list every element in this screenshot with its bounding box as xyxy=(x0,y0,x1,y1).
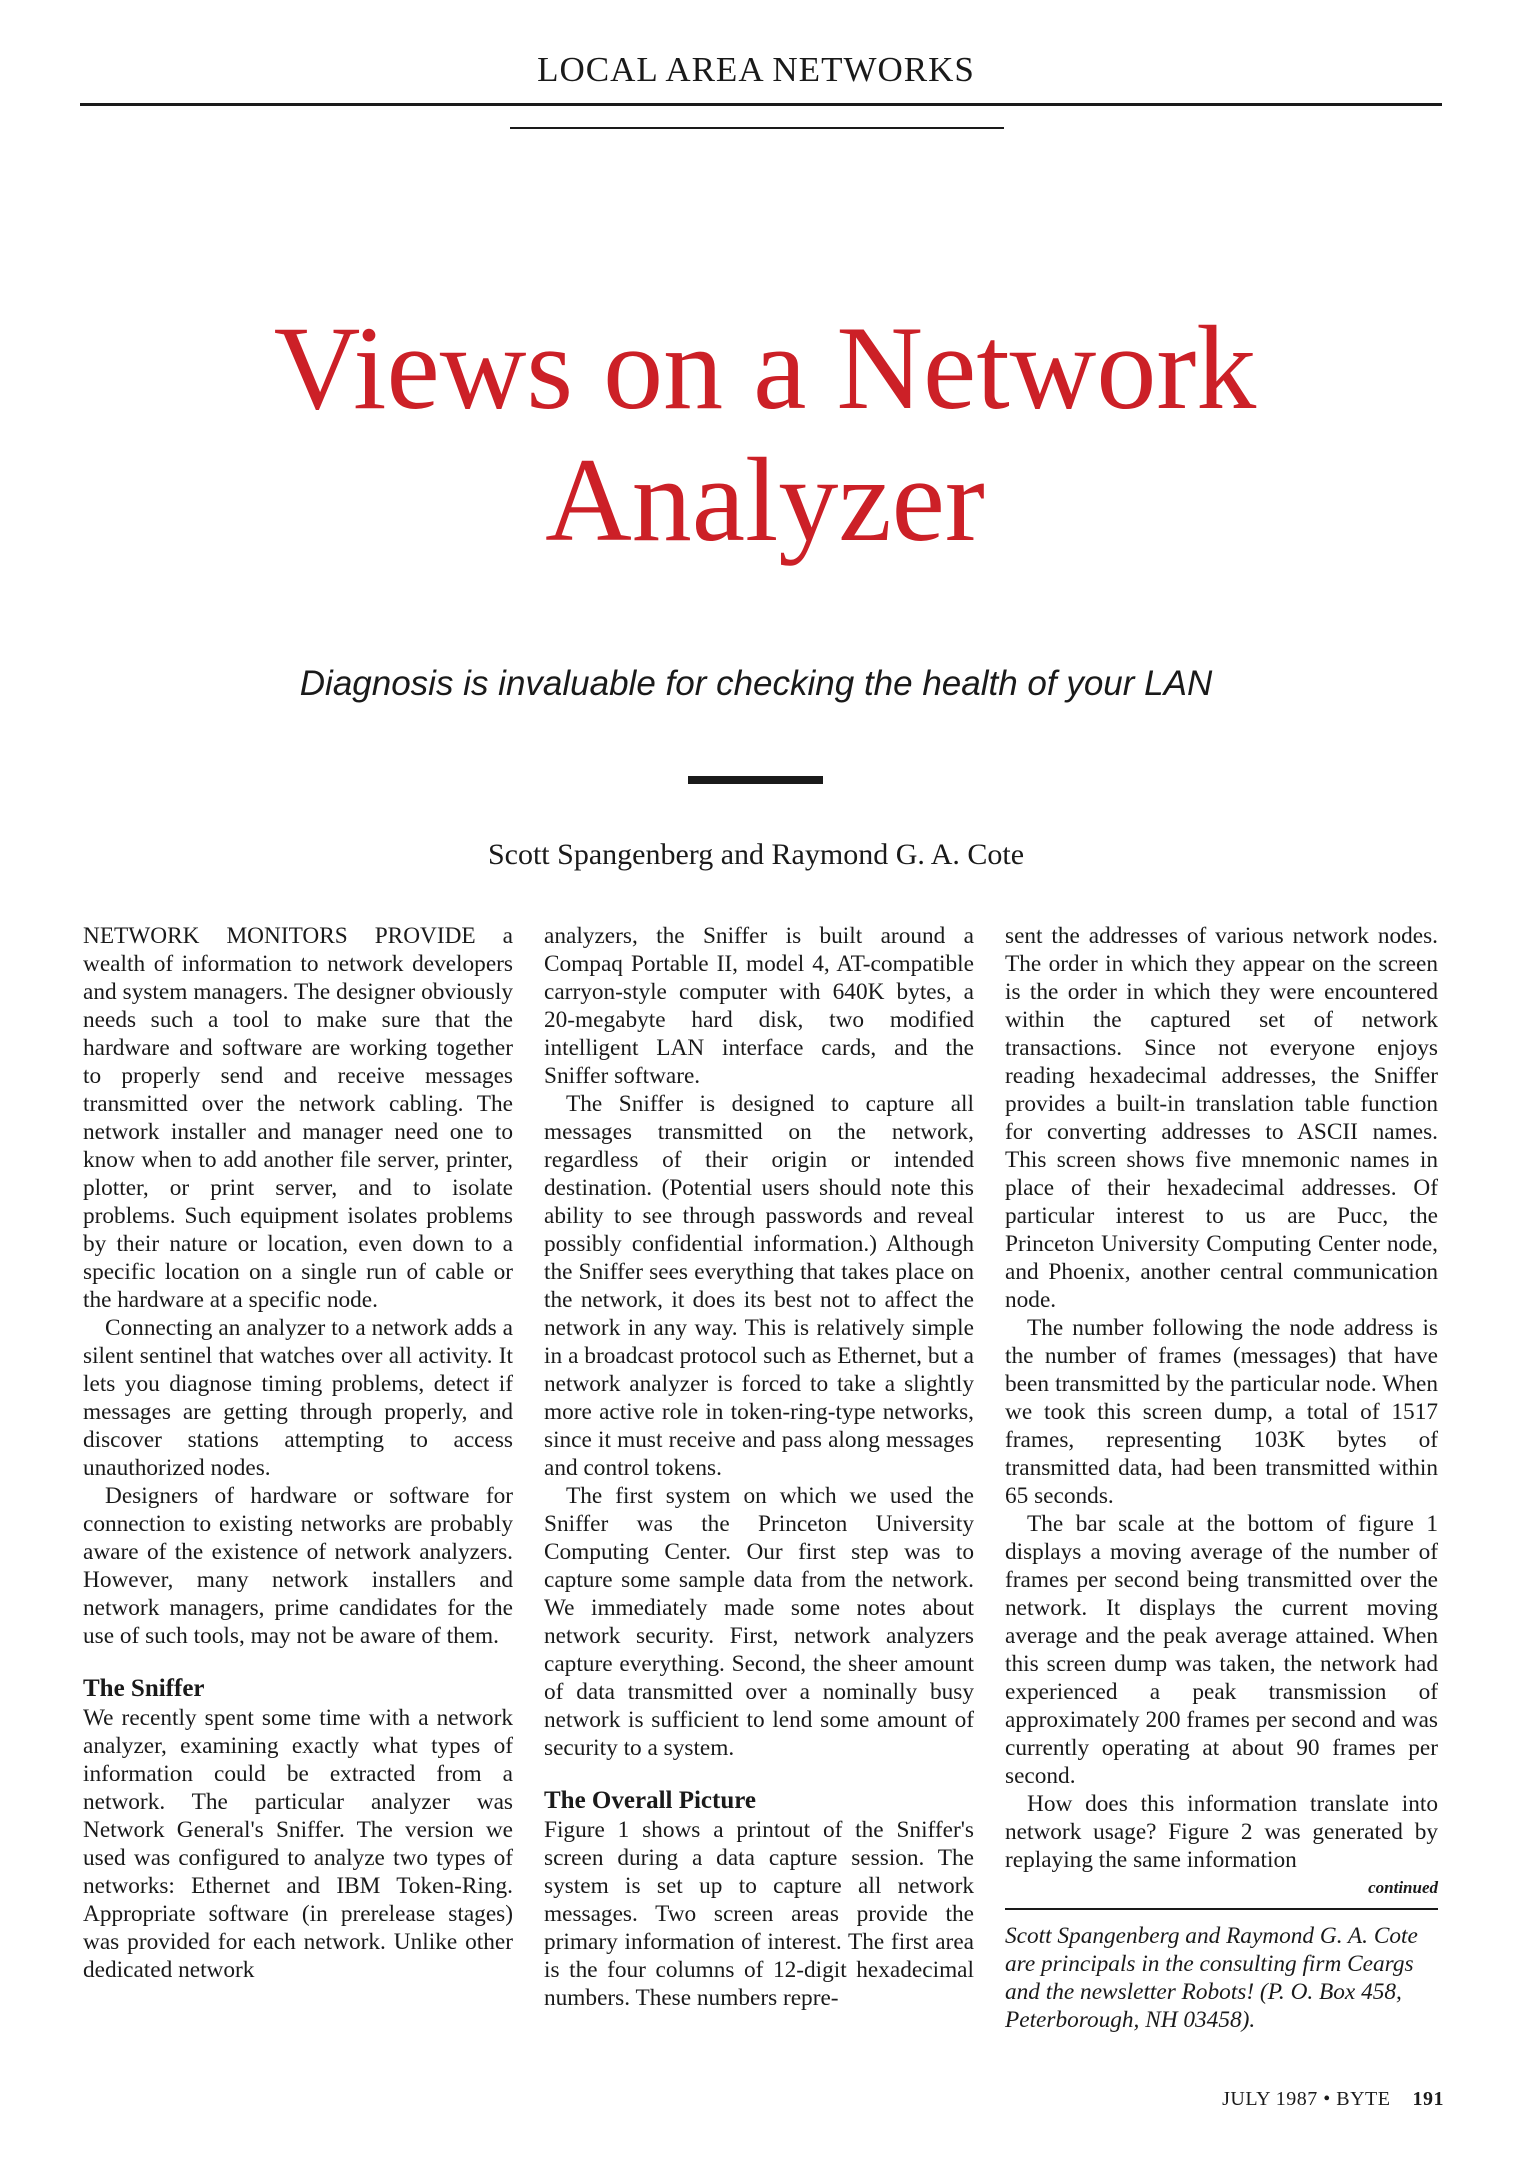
title-divider-bar xyxy=(688,776,823,784)
section-header: LOCAL AREA NETWORKS xyxy=(537,50,975,89)
article-title xyxy=(0,302,1530,566)
article-title-line1: Views on a Network xyxy=(273,301,1257,434)
paragraph: The Sniffer is designed to capture all messages transmitted on the network, regardless of their origin or intended destination. (Potential users should note this ability to see through passwords and reveal possibly confidential information.) Although the Sniffer sees everything that takes place on the network, it does its best not to affect the network in any way. This is relatively simple in a broadcast protocol such as Ethernet, but a network analyzer is forced to take a slightly more active role in token-ring-type networks, since it must receive and pass along messages and control tokens. xyxy=(544,1091,974,1481)
header-rule xyxy=(80,103,1442,106)
body-column-2 xyxy=(544,922,974,2012)
article-subtitle: Diagnosis is invaluable for checking the health of your LAN xyxy=(299,664,1213,703)
section-heading-sniffer: The Sniffer xyxy=(83,1675,205,1702)
continued-label: continued xyxy=(1368,1878,1438,1897)
paragraph: We recently spent some time with a network analyzer, examining exactly what types of information could be extracted from a network. The particular analyzer was Network General's Sniffer. The version we used was configured to analyze two types of networks: Ethernet and IBM Token-Ring. Appropriate software (in prerelease stages) was provided for each network. Unlike other dedicated network xyxy=(83,1705,513,1983)
paragraph: analyzers, the Sniffer is built around a Compaq Portable II, model 4, AT-compatible carryon-style computer with 640K bytes, a 20-megabyte hard disk, two modified intelligent LAN interface cards, and the Sniffer software. xyxy=(544,923,974,1089)
body-column-1 xyxy=(83,922,513,1984)
paragraph: How does this information translate into network usage? Figure 2 was generated by replaying the same information xyxy=(1005,1791,1438,1873)
page-number: 191 xyxy=(1412,2088,1444,2110)
paragraph: The first system on which we used the Sniffer was the Princeton University Computing Center. Our first step was to capture some sample data from the network. We immediately made some notes about network security. First, network analyzers capture everything. Second, the sheer amount of data transmitted over a nominally busy network is sufficient to lend some amount of security to a system. xyxy=(544,1483,974,1761)
paragraph: Figure 1 shows a printout of the Sniffer's screen during a data capture session. The system is set up to capture all network messages. Two screen areas provide the primary information of interest. The first area is the four columns of 12-digit hexadecimal numbers. These numbers repre- xyxy=(544,1817,974,2011)
article-title-line2: Analyzer xyxy=(545,433,985,566)
paragraph: The bar scale at the bottom of figure 1 displays a moving average of the number of frames per second being transmitted over the network. It displays the current moving average and the peak average attained. When this screen dump was taken, the network had experienced a peak transmission of approximately 200 frames per second and was currently operating at about 90 frames per second. xyxy=(1005,1511,1438,1789)
body-column-3 xyxy=(1005,922,1438,2034)
bio-rule xyxy=(1005,1908,1438,1910)
footer-issue: JULY 1987 • BYTE xyxy=(1222,2088,1391,2110)
page-footer xyxy=(1222,2088,1444,2111)
paragraph: Connecting an analyzer to a network adds a silent sentinel that watches over all activity. It lets you diagnose timing problems, detect if messages are getting through properly, and discover stations attempting to access unauthorized nodes. xyxy=(83,1315,513,1481)
paragraph: Designers of hardware or software for connection to existing networks are probably aware of the existence of network analyzers. However, many network installers and network managers, prime candidates for the use of such tools, may not be aware of them. xyxy=(83,1483,513,1649)
author-bio: Scott Spangenberg and Raymond G. A. Cote are principals in the consulting firm Ceargs and the newsletter Robots! (P. O. Box 458, Peterborough, NH 03458). xyxy=(1005,1923,1418,2033)
paragraph: The number following the node address is the number of frames (messages) that have been transmitted by the particular node. When we took this screen dump, a total of 1517 frames, representing 103K bytes of transmitted data, had been transmitted within 65 seconds. xyxy=(1005,1315,1438,1509)
header-subrule xyxy=(510,127,1004,129)
byline: Scott Spangenberg and Raymond G. A. Cote xyxy=(487,838,1025,871)
section-heading-overall-picture: The Overall Picture xyxy=(544,1787,756,1814)
paragraph: NETWORK MONITORS PROVIDE a wealth of information to network developers and system managers. The designer obviously needs such a tool to make sure that the hardware and software are working together to properly send and receive messages transmitted over the network cabling. The network installer and manager need one to know when to add another file server, printer, plotter, or print server, and to isolate problems. Such equipment isolates problems by their nature or location, even down to a specific location on a single run of cable or the hardware at a specific node. xyxy=(83,923,513,1313)
paragraph: sent the addresses of various network nodes. The order in which they appear on the screen is the order in which they were encountered within the captured set of network transactions. Since not everyone enjoys reading hexadecimal addresses, the Sniffer provides a built-in translation table function for converting addresses to ASCII names. This screen shows five mnemonic names in place of their hexadecimal addresses. Of particular interest to us are Pucc, the Princeton University Computing Center node, and Phoenix, another central communication node. xyxy=(1005,923,1438,1313)
